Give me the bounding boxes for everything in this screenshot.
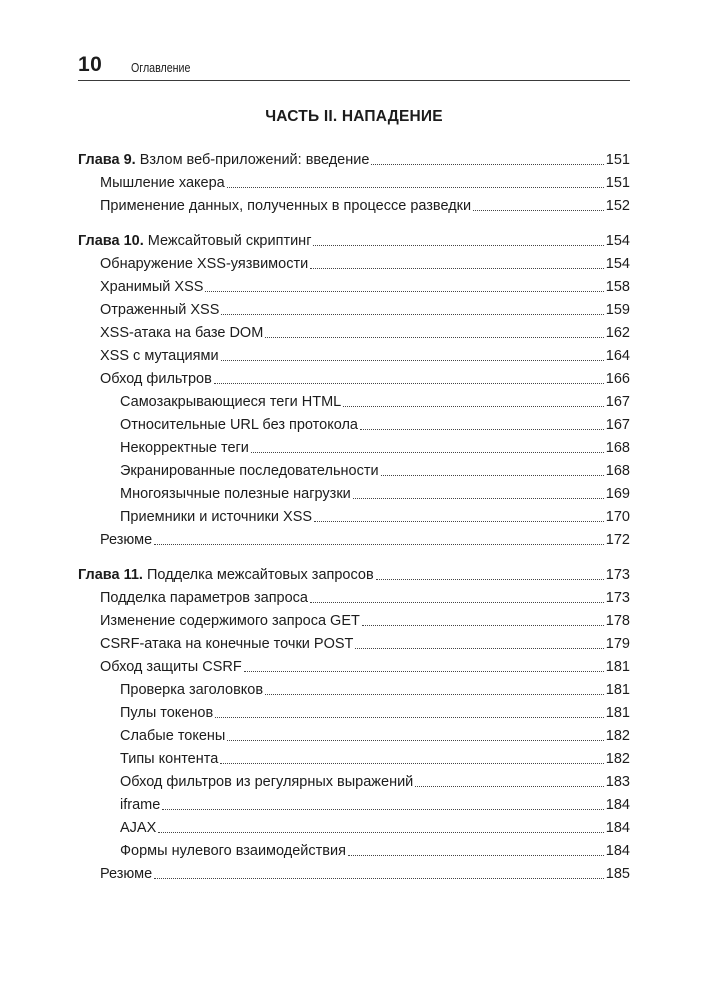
dot-leader <box>310 602 604 603</box>
page-reference: 184 <box>605 843 630 859</box>
dot-leader <box>314 521 604 522</box>
section-entry[interactable] <box>78 526 630 549</box>
section-entry[interactable] <box>78 169 630 192</box>
page-reference: 167 <box>605 417 630 433</box>
section-entry[interactable] <box>78 607 630 630</box>
section-entry[interactable] <box>78 250 630 273</box>
running-title: Оглавление <box>131 60 191 75</box>
entry-title: Обнаружение XSS-уязвимости <box>100 256 309 272</box>
dot-leader <box>415 786 604 787</box>
page-reference: 158 <box>605 279 630 295</box>
page-reference: 181 <box>605 682 630 698</box>
page-reference: 166 <box>605 371 630 387</box>
subsection-entry[interactable] <box>78 676 630 699</box>
page-reference: 178 <box>605 613 630 629</box>
subsection-entry[interactable] <box>78 745 630 768</box>
entry-title: Хранимый XSS <box>100 279 204 295</box>
dot-leader <box>158 832 604 833</box>
page-reference: 182 <box>605 751 630 767</box>
subsection-entry[interactable] <box>78 480 630 503</box>
subsection-entry[interactable] <box>78 503 630 526</box>
dot-leader <box>227 740 603 741</box>
dot-leader <box>371 164 603 165</box>
section-entry[interactable] <box>78 653 630 676</box>
dot-leader <box>244 671 604 672</box>
subsection-entry[interactable] <box>78 699 630 722</box>
entry-title: Резюме <box>100 866 153 882</box>
section-entry[interactable] <box>78 584 630 607</box>
subsection-entry[interactable] <box>78 434 630 457</box>
page-reference: 172 <box>605 532 630 548</box>
chapter-label: Глава 9. <box>78 152 136 168</box>
page-reference: 168 <box>605 463 630 479</box>
entry-title: Типы контента <box>120 751 219 767</box>
page-reference: 183 <box>605 774 630 790</box>
page-reference: 152 <box>605 198 630 214</box>
dot-leader <box>221 360 604 361</box>
entry-title: XSS-атака на базе DOM <box>100 325 264 341</box>
dot-leader <box>214 383 604 384</box>
subsection-entry[interactable] <box>78 722 630 745</box>
entry-title: Некорректные теги <box>120 440 249 456</box>
dot-leader <box>251 452 604 453</box>
page-reference: 168 <box>605 440 630 456</box>
page-reference: 184 <box>605 797 630 813</box>
page-reference: 167 <box>605 394 630 410</box>
page-reference: 173 <box>605 590 630 606</box>
dot-leader <box>215 717 604 718</box>
entry-title: Обход фильтров <box>100 371 212 387</box>
entry-title: Формы нулевого взаимодействия <box>120 843 346 859</box>
chapter-title: Подделка межсайтовых запросов <box>146 567 374 583</box>
section-entry[interactable] <box>78 192 630 215</box>
dot-leader <box>313 245 603 246</box>
page-reference: 164 <box>605 348 630 364</box>
dot-leader <box>265 694 604 695</box>
page-reference: 151 <box>605 175 630 191</box>
dot-leader <box>221 314 603 315</box>
entry-title: Многоязычные полезные нагрузки <box>120 486 351 502</box>
subsection-entry[interactable] <box>78 457 630 480</box>
entry-title: Слабые токены <box>120 728 226 744</box>
dot-leader <box>473 210 604 211</box>
dot-leader <box>154 544 604 545</box>
subsection-entry[interactable] <box>78 791 630 814</box>
entry-title: CSRF-атака на конечные точки POST <box>100 636 354 652</box>
entry-title: Отраженный XSS <box>100 302 220 318</box>
chapter-heading <box>78 233 311 250</box>
page-reference: 154 <box>605 256 630 272</box>
page-reference: 151 <box>605 152 630 168</box>
dot-leader <box>381 475 604 476</box>
dot-leader <box>353 498 604 499</box>
page-reference: 181 <box>605 659 630 675</box>
page-number: 10 <box>78 53 103 76</box>
dot-leader <box>265 337 604 338</box>
page-reference: 185 <box>605 866 630 882</box>
entry-title: Применение данных, полученных в процессе разведки <box>100 198 472 214</box>
dot-leader <box>162 809 604 810</box>
page-reference: 173 <box>605 567 630 583</box>
page-reference: 162 <box>605 325 630 341</box>
dot-leader <box>343 406 604 407</box>
subsection-entry[interactable] <box>78 768 630 791</box>
page-reference: 182 <box>605 728 630 744</box>
subsection-entry[interactable] <box>78 388 630 411</box>
dot-leader <box>376 579 604 580</box>
page-reference: 179 <box>605 636 630 652</box>
chapter-label: Глава 11. <box>78 567 143 583</box>
chapter-entry[interactable] <box>78 146 630 169</box>
entry-title: Изменение содержимого запроса GET <box>100 613 360 629</box>
entry-title: Относительные URL без протокола <box>120 417 358 433</box>
subsection-entry[interactable] <box>78 814 630 837</box>
dot-leader <box>348 855 604 856</box>
entry-title: Обход фильтров из регулярных выражений <box>120 774 414 790</box>
section-entry[interactable] <box>78 296 630 319</box>
table-of-contents <box>78 146 630 883</box>
dot-leader <box>220 763 604 764</box>
subsection-entry[interactable] <box>78 837 630 860</box>
entry-title: Самозакрывающиеся теги HTML <box>120 394 342 410</box>
chapter-label: Глава 10. <box>78 233 144 249</box>
dot-leader <box>205 291 603 292</box>
dot-leader <box>360 429 604 430</box>
entry-title: Приемники и источники XSS <box>120 509 313 525</box>
section-entry[interactable] <box>78 319 630 342</box>
chapter-heading <box>78 152 369 169</box>
dot-leader <box>310 268 604 269</box>
section-entry[interactable] <box>78 342 630 365</box>
chapter-title: Взлом веб-приложений: введение <box>139 152 370 168</box>
entry-title: Подделка параметров запроса <box>100 590 308 606</box>
dot-leader <box>227 187 604 188</box>
section-entry[interactable] <box>78 630 630 653</box>
entry-title: Мышление хакера <box>100 175 225 191</box>
dot-leader <box>355 648 603 649</box>
section-entry[interactable] <box>78 365 630 388</box>
subsection-entry[interactable] <box>78 411 630 434</box>
page-reference: 154 <box>605 233 630 249</box>
entry-title: Пулы токенов <box>120 705 214 721</box>
running-head <box>78 52 630 81</box>
dot-leader <box>154 878 604 879</box>
entry-title: Экранированные последовательности <box>120 463 379 479</box>
chapter-entry[interactable] <box>78 227 630 250</box>
chapter-entry[interactable] <box>78 561 630 584</box>
entry-title: XSS с мутациями <box>100 348 219 364</box>
entry-title: Резюме <box>100 532 153 548</box>
page-reference: 159 <box>605 302 630 318</box>
chapter-heading <box>78 567 374 584</box>
entry-title: AJAX <box>120 820 157 836</box>
part-title: ЧАСТЬ II. НАПАДЕНИЕ <box>265 108 443 125</box>
entry-title: iframe <box>120 797 161 813</box>
page-reference: 169 <box>605 486 630 502</box>
section-entry[interactable] <box>78 273 630 296</box>
chapter-title: Межсайтовый скриптинг <box>147 233 312 249</box>
page-reference: 170 <box>605 509 630 525</box>
dot-leader <box>362 625 604 626</box>
section-entry[interactable] <box>78 860 630 883</box>
page-reference: 184 <box>605 820 630 836</box>
entry-title: Обход защиты CSRF <box>100 659 242 675</box>
page-reference: 181 <box>605 705 630 721</box>
entry-title: Проверка заголовков <box>120 682 264 698</box>
